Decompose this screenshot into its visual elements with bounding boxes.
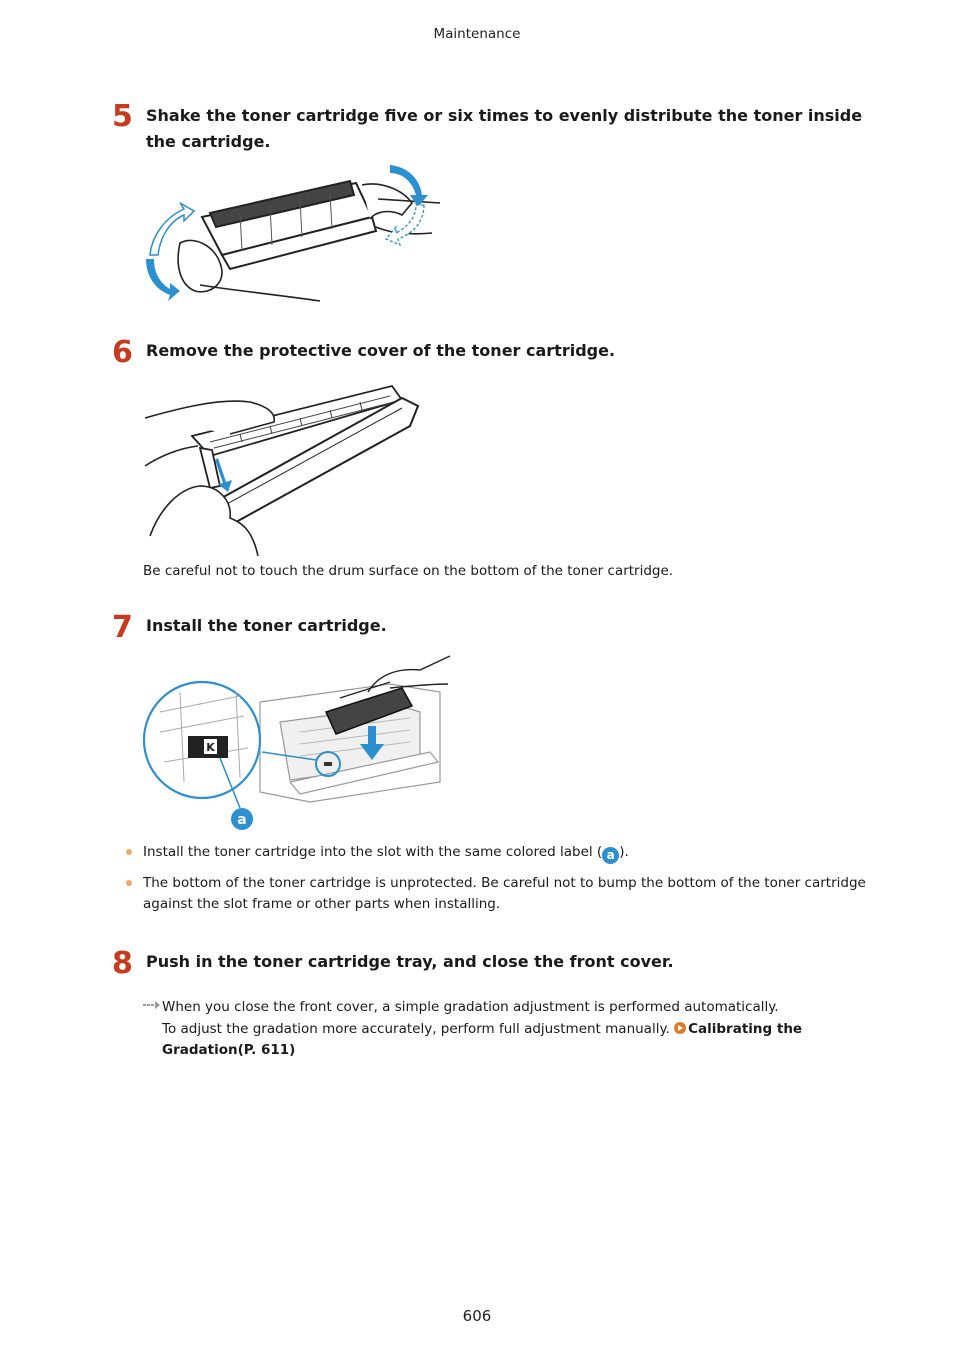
- step-number: 7: [112, 610, 133, 645]
- step-title: Push in the toner cartridge tray, and close the front cover.: [146, 952, 674, 971]
- bullet-item: [143, 842, 873, 864]
- callout-a-inline-badge: a: [602, 847, 619, 864]
- result-text: When you close the front cover, a simple gradation adjustment is performed automatically.: [162, 999, 779, 1015]
- bullet-dot: [126, 849, 132, 855]
- step-number: 5: [112, 99, 133, 134]
- result-arrow-icon: [143, 997, 161, 1018]
- bullet-dot: [126, 880, 132, 886]
- callout-a-badge: [231, 808, 253, 830]
- svg-text:K: K: [206, 741, 215, 754]
- bullet-text: ).: [619, 844, 629, 860]
- link-arrow-icon: [674, 1022, 686, 1034]
- result-text: To adjust the gradation more accurately, perform full adjustment manually.: [162, 1021, 670, 1037]
- install-cartridge-illustration: [140, 652, 452, 834]
- bullet-text: Install the toner cartridge into the slot with the same colored label (: [143, 844, 603, 860]
- step-title: Install the toner cartridge.: [146, 616, 387, 635]
- svg-text:a: a: [237, 812, 247, 828]
- result-text-continued: [162, 1019, 842, 1061]
- page-header-section: Maintenance: [433, 26, 521, 42]
- step-number: 8: [112, 946, 133, 981]
- calibrating-gradation-link[interactable]: Calibrating the Gradation(P. 611): [162, 1021, 803, 1058]
- shake-cartridge-illustration: [140, 155, 450, 305]
- step-number: 6: [112, 335, 133, 370]
- step-note: Be careful not to touch the drum surface on the bottom of the toner cartridge.: [143, 563, 674, 579]
- step-title: Shake the toner cartridge five or six times to evenly distribute the toner inside the cartridge.: [146, 106, 863, 151]
- remove-cover-illustration: [140, 378, 425, 558]
- bullet-item: The bottom of the toner cartridge is unprotected. Be careful not to bump the bottom of the toner cartridge against the slot frame or other parts when installing.: [143, 875, 866, 912]
- page-number: 606: [462, 1307, 492, 1325]
- color-label-k: [188, 736, 228, 758]
- step-title: Remove the protective cover of the toner cartridge.: [146, 341, 616, 360]
